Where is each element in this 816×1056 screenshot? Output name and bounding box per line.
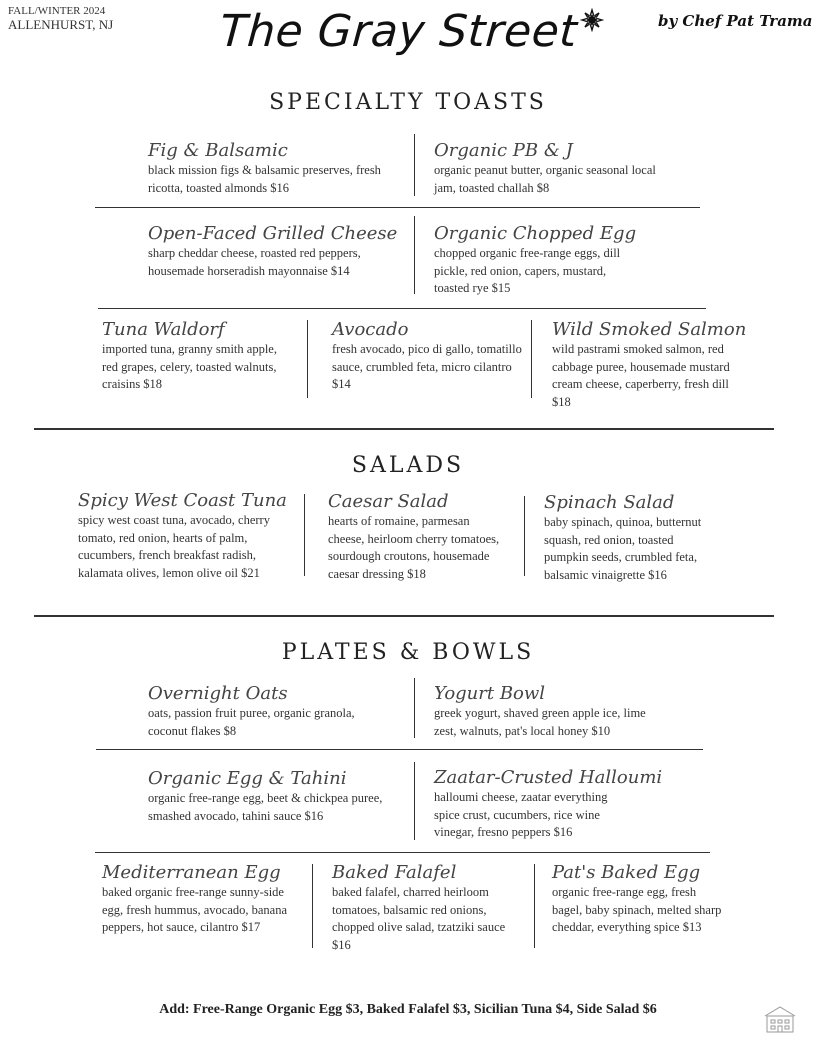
menu-item [332,863,522,954]
flower-icon [580,8,604,32]
item-description: spicy west coast tuna, avocado, cherry tomato, red onion, hearts of palm, cucumbers, french breakfast radish, kalamata olives, lemon olive oil $21 [78,513,270,580]
menu-item [434,767,663,842]
section-divider [34,615,774,617]
divider [95,852,710,853]
restaurant-name: The Gray Street [218,6,579,57]
section-title-plates: PLATES & BOWLS [281,640,535,665]
menu-item [332,320,522,394]
section-divider [34,428,774,430]
divider [531,320,532,398]
item-description: greek yogurt, shaved green apple ice, lime zest, walnuts, pat's local honey $10 [434,706,646,738]
item-name: Fig & Balsamic [148,140,288,161]
item-name: Yogurt Bowl [434,683,546,704]
divider [414,762,415,840]
item-name: Caesar Salad [328,491,449,512]
item-description: organic peanut butter, organic seasonal local jam, toasted challah $8 [434,163,656,195]
item-description: halloumi cheese, zaatar everything spice crust, cucumbers, rice wine vinegar, fresno peppers $16 [434,790,608,839]
item-name: Organic PB & J [434,140,573,161]
location-label: ALLENHURST, NJ [8,17,114,32]
house-icon [762,1004,798,1034]
menu-item [544,493,719,584]
section-title-salads: SALADS [351,453,465,478]
item-name: Spinach Salad [544,492,675,513]
chef-credit: by Chef Pat Trama [658,12,813,30]
item-description: organic free-range egg, fresh bagel, baby spinach, melted sharp cheddar, everything spice $13 [552,885,722,934]
divider [534,864,535,948]
item-description: imported tuna, granny smith apple, red grapes, celery, toasted walnuts, craisins $18 [102,342,277,391]
item-description: baked falafel, charred heirloom tomatoes, balsamic red onions, chopped olive salad, tzatziki sauce $16 [332,885,506,952]
item-description: black mission figs & balsamic preserves, fresh ricotta, toasted almonds $16 [148,163,381,195]
menu-item [148,141,398,197]
menu-item [148,684,388,740]
item-name: Open-Faced Grilled Cheese [148,223,398,244]
item-description: sharp cheddar cheese, roasted red peppers, housemade horseradish mayonnaise $14 [148,246,361,278]
item-description: fresh avocado, pico di gallo, tomatillo sauce, crumbled feta, micro cilantro $14 [332,342,522,391]
divider [307,320,308,398]
divider [96,749,703,750]
menu-item [78,491,288,582]
item-name: Zaatar-Crusted Halloumi [434,767,663,788]
item-name: Tuna Waldorf [102,319,225,340]
divider [414,134,415,196]
item-name: Avocado [332,319,409,340]
item-name: Pat's Baked Egg [552,862,701,883]
divider [98,308,706,309]
item-name: Spicy West Coast Tuna [78,490,287,511]
menu-item [434,141,664,197]
item-description: baby spinach, quinoa, butternut squash, red onion, toasted pumpkin seeds, crumbled feta, balsamic vinaigrette $16 [544,515,702,582]
menu-item [434,684,664,740]
season-label: FALL/WINTER 2024 [8,5,106,17]
item-name: Organic Chopped Egg [434,223,637,244]
item-name: Overnight Oats [148,683,288,704]
section-title-toasts: SPECIALTY TOASTS [269,90,547,115]
item-description: chopped organic free-range eggs, dill pickle, red onion, capers, mustard, toasted rye $15 [434,246,621,295]
item-description: organic free-range egg, beet & chickpea puree, smashed avocado, tahini sauce $16 [148,791,383,823]
menu-item [148,769,383,825]
item-description: wild pastrami smoked salmon, red cabbage puree, housemade mustard cream cheese, caperberry, fresh dill $18 [552,342,730,409]
menu-item [552,863,727,937]
season-info [8,4,113,32]
menu-item [102,863,292,937]
item-name: Mediterranean Egg [102,862,281,883]
add-ons-line: Add: Free-Range Organic Egg $3, Baked Falafel $3, Sicilian Tuna $4, Side Salad $6 [159,1002,657,1017]
divider [312,864,313,948]
divider [414,216,415,294]
menu-item [148,223,398,280]
item-name: Baked Falafel [332,862,457,883]
divider [304,494,305,576]
item-description: oats, passion fruit puree, organic granola, coconut flakes $8 [148,706,355,738]
menu-item [434,223,637,298]
menu-item [552,319,747,411]
item-description: baked organic free-range sunny-side egg, fresh hummus, avocado, banana peppers, hot sauce, cilantro $17 [102,885,288,934]
divider [524,496,525,576]
divider [414,678,415,738]
item-name: Organic Egg & Tahini [148,768,347,789]
divider [95,207,700,208]
menu-item [328,492,508,583]
menu-item [102,320,292,394]
item-description: hearts of romaine, parmesan cheese, heirloom cherry tomatoes, sourdough croutons, housemade caesar dressing $18 [328,514,500,581]
item-name: Wild Smoked Salmon [552,319,747,340]
